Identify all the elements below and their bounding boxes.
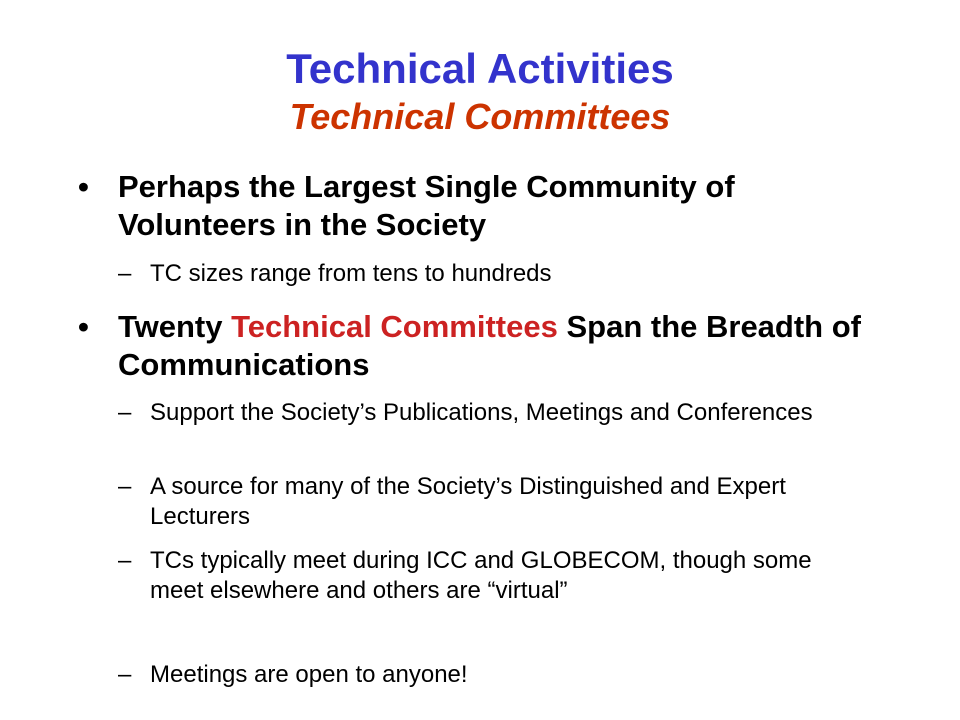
bullet-2-sub-4 (118, 660, 870, 690)
sub-text: A source for many of the Society’s Distinguished and Expert Lecturers (150, 473, 786, 530)
bullet-2-text-post: Span the Breadth of Communications (118, 309, 861, 382)
bullet-2 (78, 308, 888, 384)
dash-icon: – (118, 473, 132, 500)
bullet-1-text: Perhaps the Largest Single Community of Volunteers in the Society (118, 169, 735, 242)
sub-text: Meetings are open to anyone! (150, 661, 468, 688)
slide-subtitle: Technical Committees (289, 96, 671, 137)
bullet-2-sub-3 (118, 546, 870, 606)
slide-title: Technical Activities (286, 45, 674, 92)
bullet-2-sub-2 (118, 472, 870, 532)
dash-icon: – (118, 260, 132, 287)
sub-text: TC sizes range from tens to hundreds (150, 260, 552, 287)
bullet-1-sub-1 (118, 259, 870, 289)
dash-icon: – (118, 661, 132, 688)
bullet-icon: • (78, 309, 89, 344)
bullet-2-text-pre: Twenty (118, 309, 232, 344)
dash-icon: – (118, 547, 132, 574)
bullet-icon: • (78, 169, 89, 204)
bullet-1 (78, 168, 888, 244)
sub-text: TCs typically meet during ICC and GLOBECOM, though some meet elsewhere and others are “virtual” (150, 547, 812, 604)
title-block (0, 44, 960, 140)
dash-icon: – (118, 399, 132, 426)
bullet-2-highlight: Technical Committees (231, 309, 558, 344)
sub-text: Support the Society’s Publications, Meetings and Conferences (150, 399, 813, 426)
bullet-2-sub-1 (118, 398, 870, 428)
